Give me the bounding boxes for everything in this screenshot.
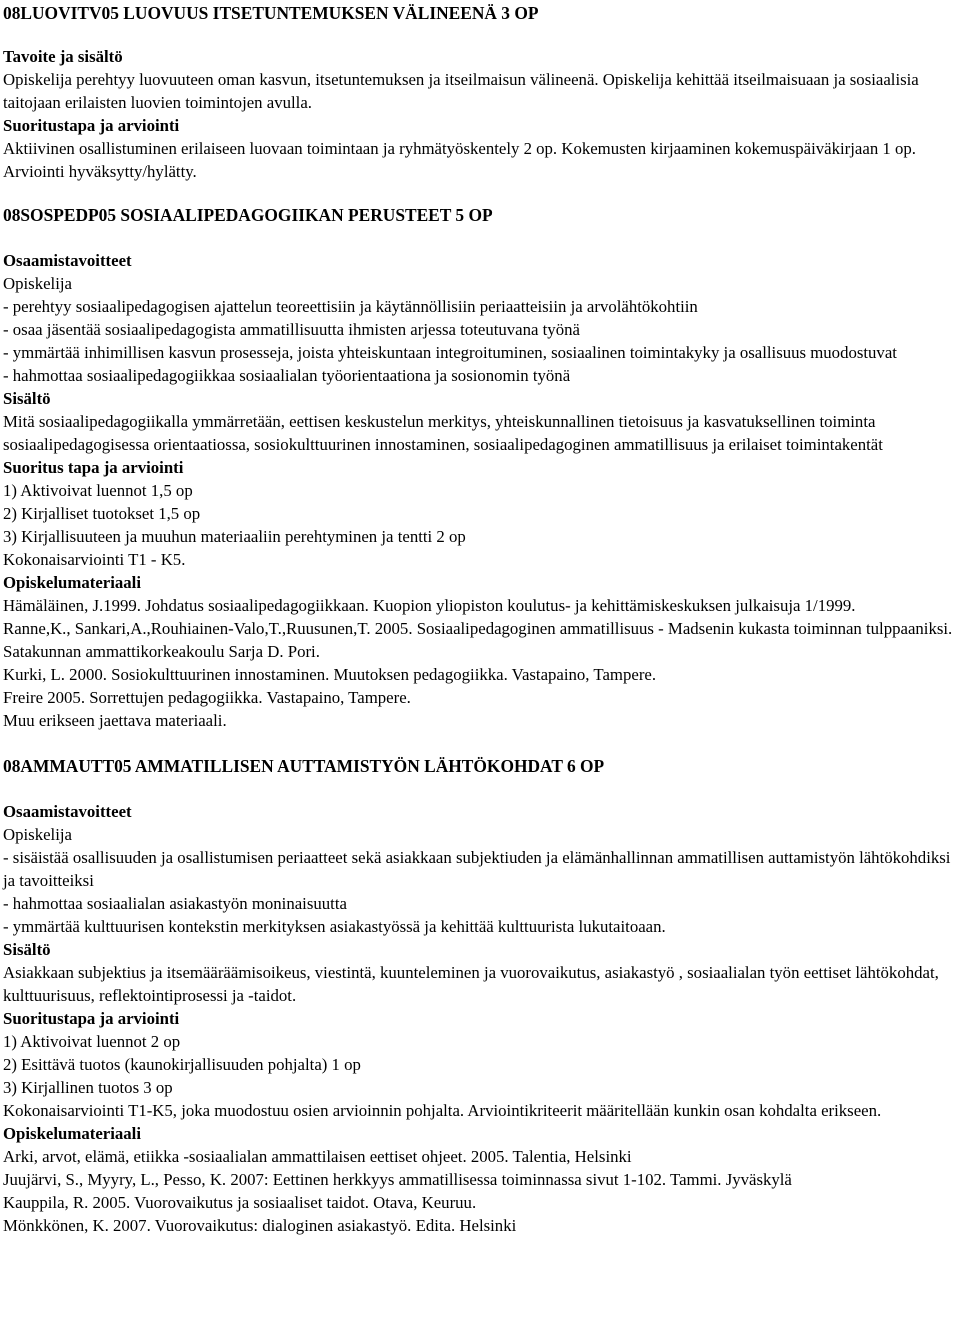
content-paragraph: Asiakkaan subjektius ja itsemääräämisoikeus, viestintä, kuunteleminen ja vuorovaikutus, asiakastyö , sosiaalialan työn eettiset lähtökohdat, kulttuurisuus, reflektointiprosessi ja -taidot. [3,963,939,1005]
method-item: 1) Aktivoivat luennot 1,5 op [3,481,193,500]
method-item: Kokonaisarviointi T1 - K5. [3,550,186,569]
method-item: 3) Kirjallinen tuotos 3 op [3,1078,173,1097]
material-reference: Mönkkönen, K. 2007. Vuorovaikutus: dialoginen asiakastyö. Edita. Helsinki [3,1216,517,1235]
section-heading-method: Suoritus tapa ja arviointi [3,458,184,477]
outcome-item: - hahmottaa sosiaalipedagogiikkaa sosiaalialan työorientaationa ja sosionomin työnä [3,366,571,385]
method-item: 3) Kirjallisuuteen ja muuhun materiaaliin perehtyminen ja tentti 2 op [3,527,466,546]
section-heading-method: Suoritustapa ja arviointi [3,116,180,135]
material-reference: Kurki, L. 2000. Sosiokulttuurinen innostaminen. Muutoksen pedagogiikka. Vastapaino, Tampere. [3,665,657,684]
material-reference: Freire 2005. Sorrettujen pedagogiikka. Vastapaino, Tampere. [3,688,411,707]
outcome-item: - ymmärtää kulttuurisen kontekstin merkityksen asiakastyössä ja kehittää kulttuurista lukutaitoaan. [3,917,666,936]
section-heading-goal: Tavoite ja sisältö [3,47,123,66]
section-heading-method: Suoritustapa ja arviointi [3,1009,180,1028]
section-heading-outcomes: Osaamistavoitteet [3,251,132,270]
section-heading-materials: Opiskelumateriaali [3,1124,141,1143]
outcomes-intro: Opiskelija [3,825,72,844]
section-heading-outcomes: Osaamistavoitteet [3,802,132,821]
document-page [3,1,955,1237]
material-reference: Kauppila, R. 2005. Vuorovaikutus ja sosiaaliset taidot. Otava, Keuruu. [3,1193,477,1212]
section-heading-materials: Opiskelumateriaali [3,573,141,592]
content-paragraph: Mitä sosiaalipedagogiikalla ymmärretään, eettisen keskustelun merkitys, yhteiskunnallinen tietoisuus ja kasvatuksellinen toiminta sosiaalipedagogisessa orientaatiossa, sosiokulttuurinen innostaminen, sosiaalipedagoginen ammatillisuus ja erilaiset toimintakentät [3,412,883,454]
method-item: Kokonaisarviointi T1-K5, joka muodostuu osien arvioinnin pohjalta. Arviointikriteerit määritellään kunkin osan kohdalta erikseen. [3,1101,882,1120]
outcome-item: - osaa jäsentää sosiaalipedagogista ammatillisuutta ihmisten arjessa toteutuvana työnä [3,320,580,339]
method-item: 2) Kirjalliset tuotokset 1,5 op [3,504,201,523]
outcomes-intro: Opiskelija [3,274,72,293]
method-item: 1) Aktivoivat luennot 2 op [3,1032,181,1051]
material-reference: Juujärvi, S., Myyry, L., Pesso, K. 2007: Eettinen herkkyys ammatillisessa toiminnassa sivut 1-102. Tammi. Jyväskylä [3,1170,792,1189]
method-item: 2) Esittävä tuotos (kaunokirjallisuuden pohjalta) 1 op [3,1055,361,1074]
course-section-luovitv05 [3,1,955,183]
course-title: 08SOSPEDP05 SOSIAALIPEDAGOGIIKAN PERUSTEET 5 OP [3,205,493,225]
method-paragraph: Aktiivinen osallistuminen erilaiseen luovaan toimintaan ja ryhmätyöskentely 2 op. Kokemusten kirjaaminen kokemuspäiväkirjaan 1 op. Arviointi hyväksytty/hylätty. [3,139,916,181]
material-reference: Arki, arvot, elämä, etiikka -sosiaalialan ammattilaisen eettiset ohjeet. 2005. Talentia, Helsinki [3,1147,632,1166]
course-title: 08AMMAUTT05 AMMATILLISEN AUTTAMISTYÖN LÄHTÖKOHDAT 6 OP [3,756,605,776]
material-reference: Ranne,K., Sankari,A.,Rouhiainen-Valo,T.,Ruusunen,T. 2005. Sosiaalipedagoginen ammatillisuus - Madsenin kukasta toiminnan tulppaaniksi. Satakunnan ammattikorkeakoulu Sarja D. Pori. [3,619,953,661]
course-section-sospedp05 [3,203,955,732]
outcome-item: - hahmottaa sosiaalialan asiakastyön moninaisuutta [3,894,347,913]
material-reference: Hämäläinen, J.1999. Johdatus sosiaalipedagogiikkaan. Kuopion yliopiston koulutus- ja kehittämiskeskuksen julkaisuja 1/1999. [3,596,856,615]
course-title: 08LUOVITV05 LUOVUUS ITSETUNTEMUKSEN VÄLINEENÄ 3 OP [3,3,539,23]
outcome-item: - ymmärtää inhimillisen kasvun prosesseja, joista yhteiskuntaan integroituminen, sosiaalinen toimintakyky ja osallisuus muodostuvat [3,343,897,362]
outcome-item: - perehtyy sosiaalipedagogisen ajattelun teoreettisiin ja käytännöllisiin periaatteisiin ja arvolähtökohtiin [3,297,698,316]
course-section-ammautt05 [3,754,955,1237]
section-heading-content: Sisältö [3,940,51,959]
outcome-item: - sisäistää osallisuuden ja osallistumisen periaatteet sekä asiakkaan subjektiuden ja elämänhallinnan ammatillisen auttamistyön lähtökohdiksi ja tavoitteiksi [3,848,951,890]
section-heading-content: Sisältö [3,389,51,408]
goal-paragraph: Opiskelija perehtyy luovuuteen oman kasvun, itsetuntemuksen ja itseilmaisun välineenä. Opiskelija kehittää itseilmaisuaan ja sosiaalisia taitojaan erilaisten luovien toimintojen avulla. [3,70,919,112]
material-reference: Muu erikseen jaettava materiaali. [3,711,227,730]
